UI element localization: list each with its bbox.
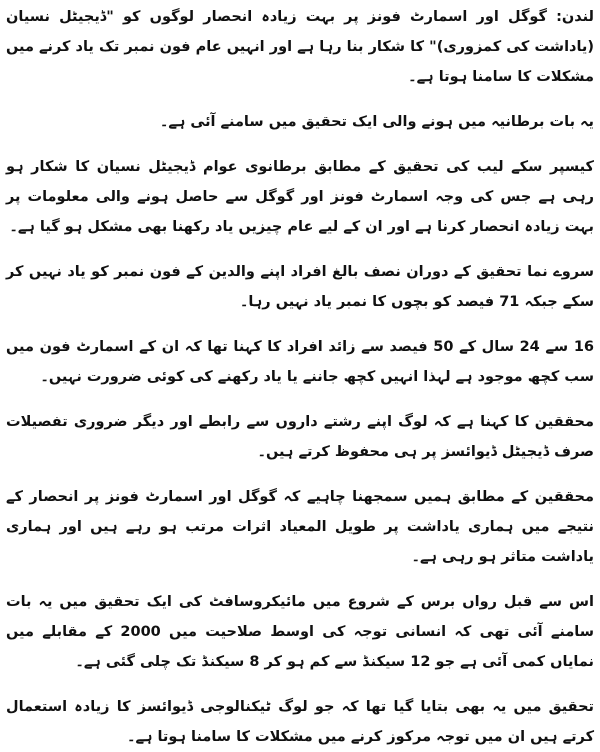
article-paragraph: محققین کے مطابق ہمیں سمجھنا چاہیے کہ گوگل اور اسمارٹ فونز پر انحصار کے نتیجے میں ہماری یاداشت پر طویل المعیاد اثرات مرتب ہو رہے ہیں اور ہماری یاداشت متاثر ہو رہی ہے۔ — [6, 489, 594, 565]
article-paragraph: کیسپر سکے لیب کی تحقیق کے مطابق برطانوی عوام ڈیجیٹل نسیان کا شکار ہو رہی ہے جس کی وجہ اسمارٹ فونز اور گوگل سے حاصل ہونے والی معلومات پر بہت زیادہ انحصار کرنا ہے اور ان کے لیے عام چیزیں یاد رکھنا بھی مشکل ہو گیا ہے۔ — [6, 159, 594, 235]
article-paragraph: سروے نما تحقیق کے دوران نصف بالغ افراد اپنے والدین کے فون نمبر کو یاد نہیں کر سکے جبکہ 71 فیصد کو بچوں کا نمبر یاد نہیں رہا۔ — [6, 264, 594, 310]
article-paragraph: 16 سے 24 سال کے 50 فیصد سے زائد افراد کا کہنا تھا کہ ان کے اسمارٹ فون میں سب کچھ موجود ہے لہذا انہیں کچھ جاننے یا یاد رکھنے کی کوئی ضرورت نہیں۔ — [6, 339, 595, 385]
article-paragraph: تحقیق میں یہ بھی بتایا گیا تھا کہ جو لوگ ٹیکنالوجی ڈیوائسز کا زیادہ استعمال کرتے ہیں ان میں توجہ مرکوز کرنے میں مشکلات کا سامنا ہوتا ہے۔ — [6, 699, 594, 745]
article-paragraph: یہ بات برطانیہ میں ہونے والی ایک تحقیق میں سامنے آئی ہے۔ — [159, 114, 594, 130]
article-paragraph: محققین کا کہنا ہے کہ لوگ اپنے رشتے داروں سے رابطے اور دیگر ضروری تفصیلات صرف ڈیجیٹل ڈیوائسز پر ہی محفوظ کرتے ہیں۔ — [6, 414, 594, 460]
article-paragraph: لندن: گوگل اور اسمارٹ فونز پر بہت زیادہ انحصار لوگوں کو "ڈیجیٹل نسیان (یاداشت کی کمزوری)" کا شکار بنا رہا ہے اور انہیں عام فون نمبر تک یاد کرنے میں مشکلات کا سامنا ہوتا ہے۔ — [6, 9, 594, 85]
article-paragraph: اس سے قبل رواں برس کے شروع میں مائیکروسافٹ کی ایک تحقیق میں یہ بات سامنے آئی تھی کہ انسانی توجہ کی اوسط صلاحیت میں 2000 کے مقابلے میں نمایاں کمی آئی ہے جو 12 سیکنڈ سے کم ہو کر 8 سیکنڈ تک چلی گئی ہے۔ — [6, 594, 594, 670]
